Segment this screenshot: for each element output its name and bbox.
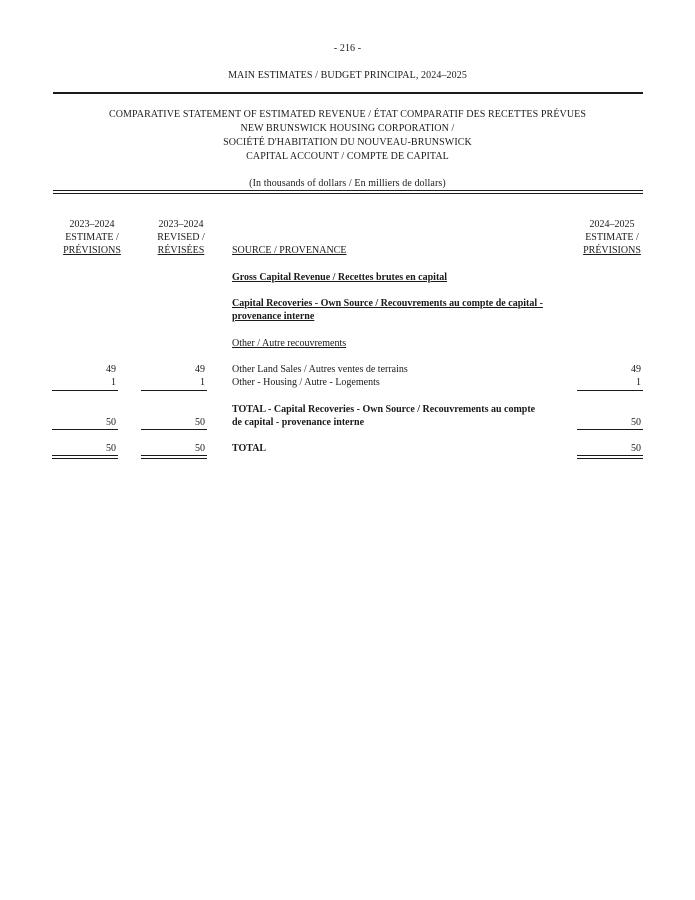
- column-header-revised-2023: [141, 218, 221, 257]
- row-label: Other Land Sales / Autres ventes de terrains: [232, 364, 408, 375]
- row-value-estimate-2023: 49: [106, 364, 116, 375]
- subtotal-rule-estimate-2024: [577, 390, 643, 391]
- column-year: 2024–2025: [589, 219, 635, 230]
- column-label: ESTIMATE /: [585, 232, 639, 243]
- title-double-rule-bottom: [53, 193, 643, 194]
- subtotal-label-cont: de capital - provenance interne: [232, 417, 365, 428]
- running-title: MAIN ESTIMATES / BUDGET PRINCIPAL, 2024–2025: [228, 70, 467, 81]
- column-label: ESTIMATE /: [65, 232, 119, 243]
- subtotal-value-estimate-2023: 50: [106, 417, 116, 428]
- column-header-source: SOURCE / PROVENANCE: [232, 245, 347, 256]
- header-rule: [53, 92, 643, 94]
- column-label-fr: RÉVISÉES: [157, 245, 205, 256]
- total-value-estimate-2023: 50: [106, 443, 116, 454]
- column-label-fr: PRÉVISIONS: [63, 245, 121, 256]
- column-header-estimate-2024: [572, 218, 652, 257]
- total-rule-estimate-2023: [52, 429, 118, 430]
- total-double-rule-estimate-2024-b: [577, 458, 643, 459]
- row-value-estimate-2023: 1: [111, 377, 116, 388]
- row-label: Other - Housing / Autre - Logements: [232, 377, 380, 388]
- total-rule-estimate-2024: [577, 429, 643, 430]
- statement-title: COMPARATIVE STATEMENT OF ESTIMATED REVENUE / ÉTAT COMPARATIF DES RECETTES PRÉVUES: [108, 109, 587, 120]
- organization-name-en: NEW BRUNSWICK HOUSING CORPORATION /: [240, 123, 455, 134]
- row-value-revised-2023: 1: [200, 377, 205, 388]
- subtotal-rule-revised-2023: [141, 390, 207, 391]
- column-label: REVISED /: [157, 232, 205, 243]
- section-gross-capital-revenue: Gross Capital Revenue / Recettes brutes en capital: [232, 272, 448, 283]
- total-value-estimate-2024: 50: [631, 443, 641, 454]
- total-double-rule-revised-2023: [141, 455, 207, 456]
- row-value-revised-2023: 49: [195, 364, 205, 375]
- subtotal-rule-estimate-2023: [52, 390, 118, 391]
- subtotal-value-revised-2023: 50: [195, 417, 205, 428]
- total-label: TOTAL: [232, 443, 267, 454]
- column-label-fr: PRÉVISIONS: [583, 245, 641, 256]
- section-capital-recoveries-cont: provenance interne: [232, 311, 315, 322]
- subtotal-value-estimate-2024: 50: [631, 417, 641, 428]
- total-rule-revised-2023: [141, 429, 207, 430]
- column-year: 2023–2024: [69, 219, 115, 230]
- total-double-rule-revised-2023-b: [141, 458, 207, 459]
- title-double-rule-top: [53, 190, 643, 191]
- total-double-rule-estimate-2024: [577, 455, 643, 456]
- column-header-estimate-2023: [52, 218, 132, 257]
- total-value-revised-2023: 50: [195, 443, 205, 454]
- row-value-estimate-2024: 1: [636, 377, 641, 388]
- organization-name-fr: SOCIÉTÉ D'HABITATION DU NOUVEAU-BRUNSWICK: [223, 137, 472, 148]
- subtotal-label: TOTAL - Capital Recoveries - Own Source / Recouvrements au compte: [232, 404, 536, 415]
- total-double-rule-estimate-2023: [52, 455, 118, 456]
- total-double-rule-estimate-2023-b: [52, 458, 118, 459]
- section-other-recoveries: Other / Autre recouvrements: [232, 338, 347, 349]
- row-value-estimate-2024: 49: [631, 364, 641, 375]
- page-number: - 216 -: [333, 43, 362, 54]
- section-capital-recoveries: Capital Recoveries - Own Source / Recouvrements au compte de capital -: [232, 298, 543, 309]
- units-note: (In thousands of dollars / En milliers de dollars): [249, 178, 446, 189]
- account-name: CAPITAL ACCOUNT / COMPTE DE CAPITAL: [246, 151, 449, 162]
- column-year: 2023–2024: [158, 219, 204, 230]
